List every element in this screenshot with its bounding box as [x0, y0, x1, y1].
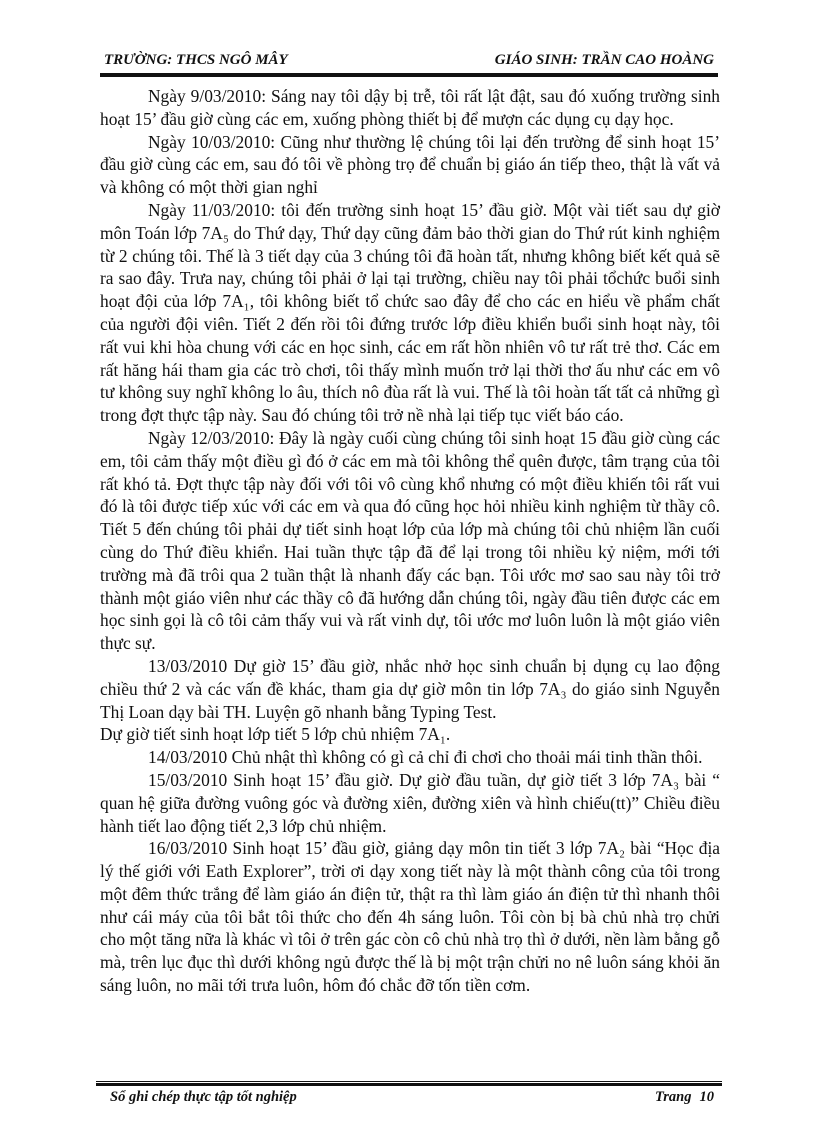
footer-divider: [96, 1081, 722, 1086]
page-number-block: [647, 1089, 714, 1106]
paragraph-1103: Ngày 11/03/2010: tôi đến trường sinh hoạt 15’ đầu giờ. Một vài tiết sau dự giờ môn Toán lớp 7A₅ do Thứ dạy, Thứ dạy cũng đảm bảo thời gian do Thứ rút kinh nghiệm từ 2 chúng tôi. Thế là 3 tiết dạy của 3 chúng tôi đã hoàn tất, nhưng không biết kết quả sẽ ra sao đây. Trưa nay, chúng tôi phải ở lại tại trường, chiều nay tôi phải tổchức buổi sinh hoạt đội của lớp 7A₁, tôi không biết tổ chức sao đây để cho các en hiểu về phẩm chất của người đội viên. Tiết 2 đến rồi tôi đứng trước lớp điều khiển buổi sinh hoạt này, tôi rất vui khi hòa chung với các en học sinh, các em rất hồn nhiên vô tư rất trẻ thơ. Các em rất hăng hái tham gia các trò chơi, tôi thấy mình muốn trở lại thời thơ ấu như các em vô tư không suy nghĩ không lo âu, thích nô đùa rất là vui. Thế là tôi hoàn tất tất cả những gì trong đợt thực tập này. Sau đó chúng tôi trở nề nhà lại tiếp tục viết báo cáo.: [100, 199, 720, 426]
page-number: 10: [699, 1089, 714, 1105]
header-trainee: GIÁO SINH: TRẦN CAO HOÀNG: [494, 52, 714, 68]
page-label: Trang: [654, 1089, 692, 1105]
header-school: TRƯỜNG: THCS NGÔ MÂY: [104, 52, 288, 68]
paragraph-0903: Ngày 9/03/2010: Sáng nay tôi dậy bị trễ, tôi rất lật đật, sau đó xuống trường sinh hoạt 15’ đầu giờ cùng các em, xuống phòng thiết bị để mượn các dụng cụ dạy học.: [100, 86, 720, 129]
paragraph-1003: Ngày 10/03/2010: Cũng như thường lệ chúng tôi lại đến trường để sinh hoạt 15’ đầu giờ cùng các em, sau đó tôi về phòng trọ để chuẩn bị giáo án tiếp theo, thật là vất vả và không có một thời gian nghỉ: [100, 131, 720, 198]
paragraph-1603: 16/03/2010 Sinh hoạt 15’ đầu giờ, giảng dạy môn tin tiết 3 lớp 7A₂ bài “Học địa lý thế giới với Eath Explorer”, trời ơi dạy xong tiết này là một thành công của tôi trong một đêm thức trắng để làm giáo án điện tử, thật ra thì làm giáo án điện tử thì nhanh thôi như cái máy của tôi bắt tôi thức cho đến 4h sáng luôn. Tôi còn bị bà chủ nhà trọ chửi cho một tăng nữa là khác vì tôi ở trên gác còn cô chủ nhà trọ thì ở dưới, nền làm bằng gỗ mà, trên lục đục thì dưới không ngủ được thế là bị một trận chửi no nê luôn sáng khỏi ăn sáng luôn, no mãi tới trưa luôn, hôm đó chắc đỡ tốn tiền cơm.: [100, 838, 720, 996]
document-body: [100, 85, 720, 997]
page-header: [100, 50, 718, 72]
paragraph-1303-extra: Dự giờ tiết sinh hoạt lớp tiết 5 lớp chủ nhiệm 7A₁.: [100, 724, 451, 745]
paragraph-1303: 13/03/2010 Dự giờ 15’ đầu giờ, nhắc nhở học sinh chuẩn bị dụng cụ lao động chiều thứ 2 và các vấn đề khác, tham gia dự giờ môn tin lớp 7A₃ do giáo sinh Nguyễn Thị Loan dạy bài TH. Luyện gõ nhanh bằng Typing Test.: [100, 655, 720, 722]
paragraph-1403: 14/03/2010 Chủ nhật thì không có gì cả chỉ đi chơi cho thoải mái tinh thần thôi.: [148, 747, 703, 768]
page-footer: [100, 1087, 718, 1109]
footer-title: Sổ ghi chép thực tập tốt nghiệp: [110, 1089, 297, 1105]
paragraph-1203: Ngày 12/03/2010: Đây là ngày cuối cùng chúng tôi sinh hoạt 15 đầu giờ cùng các em, tôi cảm thấy một điều gì đó ở các em mà tôi không thể quên được, tâm trạng của tôi rất khó tả. Đợt thực tập này đối với tôi vô cùng khổ nhưng có một điều khiến tôi rất vui đó là tôi được tiếp xúc với các em và qua đó cũng học hỏi nhiều kinh nghiệm từ thầy cô. Tiết 5 đến chúng tôi phải dự tiết sinh hoạt lớp của lớp mà chúng tôi chủ nhiệm lần cuối cùng do Thứ điều khiển. Hai tuần thực tập đã để lại trong tôi nhiều kỷ niệm, mới tới trường mà đã trôi qua 2 tuần thật là nhanh đấy các bạn. Tôi ước mơ sao sau này tôi trở thành một giáo viên như các thầy cô đã hướng dẫn chúng tôi, ngày đầu tiên được các em học sinh gọi là cô tôi cảm thấy vui và rất vinh dự, tôi ước mơ luôn luôn là một giáo viên thực sự.: [100, 427, 720, 654]
paragraph-1503: 15/03/2010 Sinh hoạt 15’ đầu giờ. Dự giờ đầu tuần, dự giờ tiết 3 lớp 7A₃ bài “ quan hệ giữa đường vuông góc và đường xiên, đường xiên và hình chiếu(tt)” Chiều điều hành tiết lao động tiết 2,3 lớp chủ nhiệm.: [100, 769, 720, 836]
header-divider: [100, 73, 718, 77]
